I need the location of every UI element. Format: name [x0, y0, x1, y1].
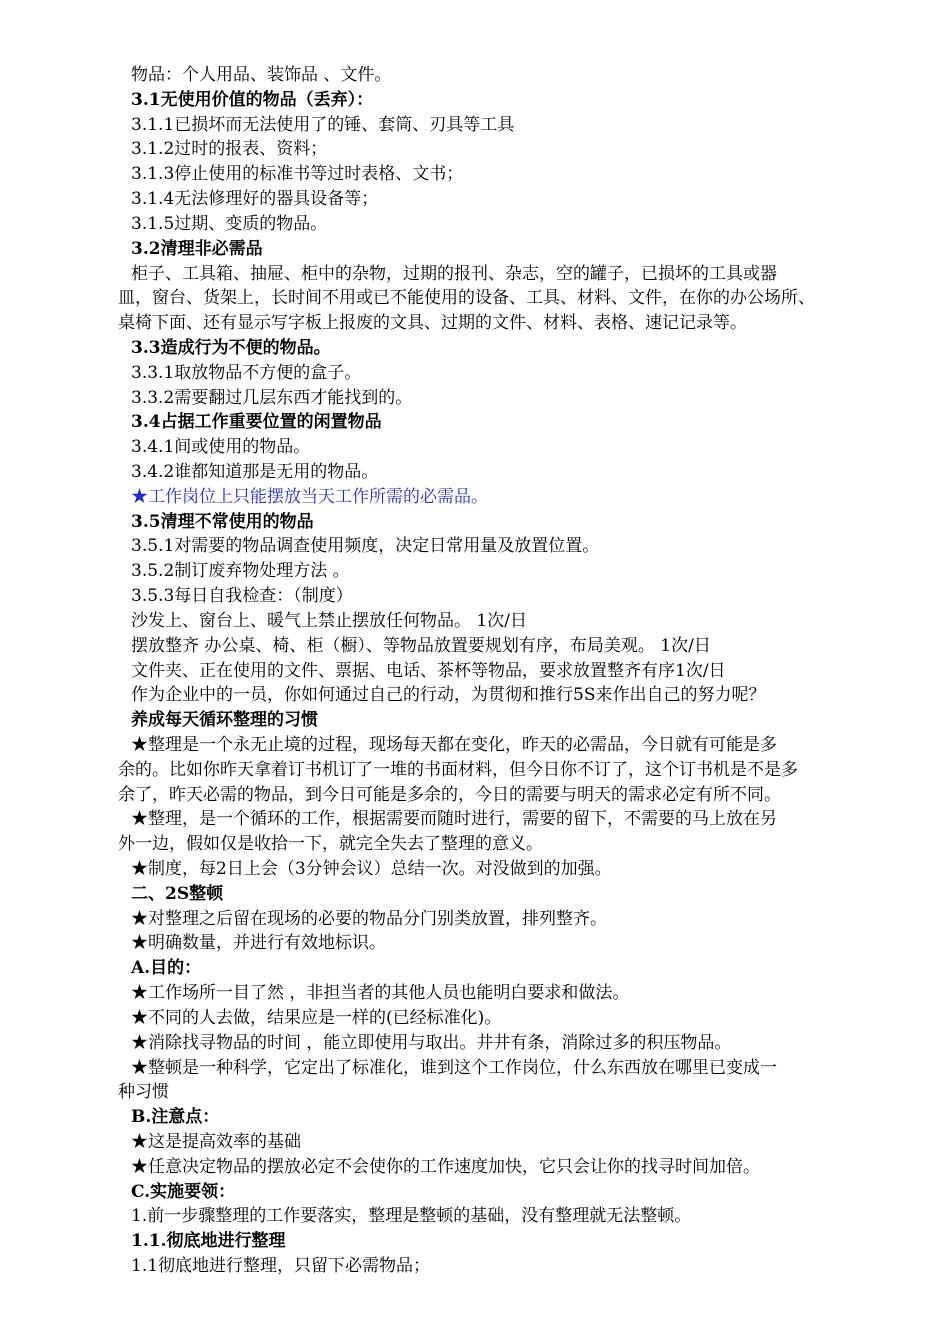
text-line: 3.5.1对需要的物品调查使用频度，决定日常用量及放置位置。 — [131, 536, 600, 557]
text-line: ★工作岗位上只能摆放当天工作所需的必需品。 — [131, 486, 488, 507]
text-line: ★任意决定物品的摆放必定不会使你的工作速度加快，它只会让你的找寻时间加倍。 — [131, 1156, 760, 1177]
text-line: ★制度，每2日上会（3分钟会议）总结一次。对没做到的加强。 — [131, 859, 612, 879]
text-line: 3.1.5过期、变质的物品。 — [131, 213, 328, 234]
text-line: ★对整理之后留在现场的必要的物品分门别类放置，排列整齐。 — [131, 908, 607, 929]
text-line: 3.4.2谁都知道那是无用的物品。 — [131, 462, 379, 482]
text-line: 3.2清理非必需品 — [131, 238, 263, 259]
text-line: 二、2S整顿 — [131, 883, 224, 904]
text-line: 1.前一步骤整理的工作要落实，整理是整顿的基础，没有整理就无法整顿。 — [131, 1206, 692, 1227]
text-line: ★整理，是一个循环的工作，根据需要而随时进行，需要的留下，不需要的马上放在另 — [131, 809, 777, 830]
text-line: 桌椅下面、还有显示写字板上报废的文具、过期的文件、材料、表格、速记记录等。 — [118, 313, 747, 334]
text-line: ★整理是一个永无止境的过程，现场每天都在变化，昨天的必需品，今日就有可能是多 — [131, 734, 777, 755]
document-body — [118, 63, 869, 1279]
text-line: 摆放整齐 办公桌、椅、柜（橱）、等物品放置要规划有序，布局美观。 1次/日 — [131, 635, 711, 656]
text-line: A.目的： — [131, 958, 202, 979]
text-line: 养成每天循环整理的习惯 — [131, 710, 318, 731]
text-line: 余的。比如你昨天拿着订书机订了一堆的书面材料，但今日你不订了，这个订书机是不是多 — [118, 759, 798, 780]
text-line: 1.1.彻底地进行整理 — [131, 1231, 286, 1252]
text-line: 3.1.3停止使用的标准书等过时表格、文书； — [131, 164, 464, 185]
text-line: 3.1.4无法修理好的器具设备等； — [131, 189, 379, 210]
text-line: 3.4占据工作重要位置的闲置物品 — [131, 412, 382, 433]
text-line: ★不同的人去做，结果应是一样的(已经标准化)。 — [131, 1007, 502, 1028]
text-line: C.实施要领： — [131, 1181, 236, 1202]
text-line: ★工作场所一目了然 ，非担当者的其他人员也能明白要求和做法。 — [131, 983, 630, 1004]
text-line: 3.5.2制订废弃物处理方法 。 — [131, 561, 350, 582]
text-line: ★这是提高效率的基础 — [131, 1131, 301, 1152]
text-line: 外一边，假如仅是收拾一下，就完全失去了整理的意义。 — [118, 834, 543, 855]
text-line: ★消除找寻物品的时间 ，能立即使用与取出。井井有条，消除过多的积压物品。 — [131, 1032, 732, 1053]
text-line: 3.1.2过时的报表、资料； — [131, 139, 328, 160]
text-line: B.注意点： — [131, 1107, 220, 1128]
text-line: ★明确数量，并进行有效地标识。 — [131, 933, 386, 954]
text-line: 柜子、工具箱、抽屉、柜中的杂物，过期的报刊、杂志，空的罐子，已损坏的工具或器 — [131, 263, 777, 284]
text-line: 3.3.2需要翻过几层东西才能找到的。 — [131, 387, 413, 408]
text-line: 3.1.1已损坏而无法使用了的锤、套筒、刃具等工具 — [131, 114, 515, 135]
text-line: 3.4.1间或使用的物品。 — [131, 437, 311, 458]
text-line: 3.5.3每日自我检查：（制度） — [131, 586, 353, 607]
text-line: 1.1彻底地进行整理，只留下必需物品； — [131, 1256, 431, 1276]
text-line: 文件夹、正在使用的文件、票据、电话、茶杯等物品，要求放置整齐有序1次/日 — [131, 660, 726, 681]
text-line: 物品：个人用品、装饰品 、文件。 — [131, 65, 392, 85]
text-line: 3.5清理不常使用的物品 — [131, 511, 314, 532]
text-line: 皿，窗台、货架上，长时间不用或已不能使用的设备、工具、材料、文件，在你的办公场所、 — [118, 288, 815, 309]
text-line: 余了，昨天必需的物品，到今日可能是多余的，今日的需要与明天的需求必定有所不同。 — [118, 784, 781, 805]
text-line: 种习惯 — [118, 1082, 169, 1103]
text-line: 3.3造成行为不便的物品。 — [131, 337, 331, 358]
text-line: 3.1无使用价值的物品（丢弃）： — [131, 89, 374, 110]
text-line: ★整顿是一种科学，它定出了标准化，谁到这个工作岗位，什么东西放在哪里已变成一 — [131, 1057, 777, 1078]
text-line: 3.3.1取放物品不方便的盒子。 — [131, 362, 362, 383]
text-line: 作为企业中的一员，你如何通过自己的行动，为贯彻和推行5S来作出自己的努力呢？ — [131, 685, 766, 706]
text-line: 沙发上、窗台上、暖气上禁止摆放任何物品。 1次/日 — [131, 610, 527, 631]
